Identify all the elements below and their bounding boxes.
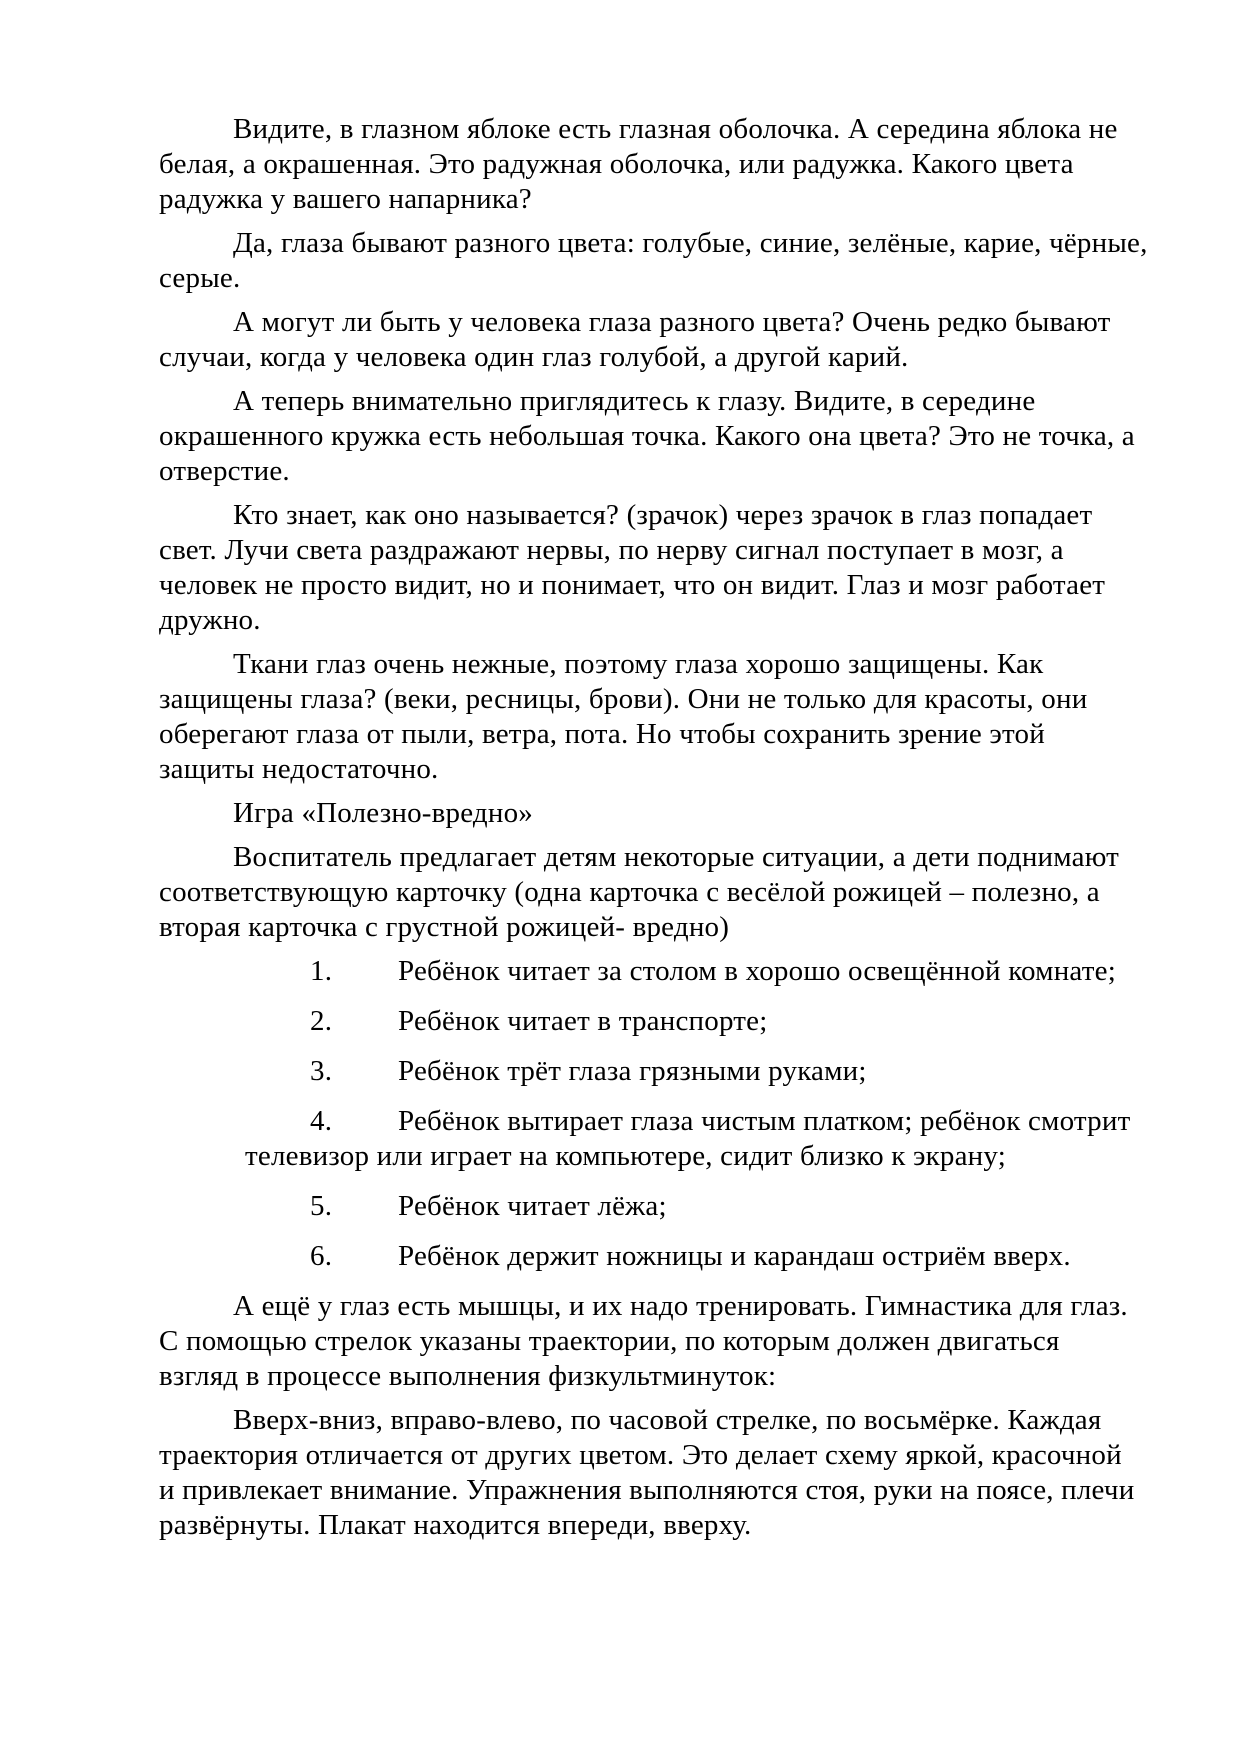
text-line: Воспитатель предлагает детям некоторые ситуации, а дети поднимают	[233, 841, 1120, 873]
text-line: радужка у вашего напарника?	[159, 183, 532, 215]
list-number: 4.	[310, 1105, 333, 1137]
text-line: Видите, в глазном яблоке есть глазная оболочка. А середина яблока не	[233, 113, 1118, 145]
text-line: и привлекает внимание. Упражнения выполняются стоя, руки на поясе, плечи	[159, 1474, 1135, 1506]
list-item-text: Ребёнок читает в транспорте;	[398, 1005, 768, 1037]
paragraph	[159, 305, 1169, 375]
list-item	[159, 1004, 1169, 1039]
text-line: Вверх-вниз, вправо-влево, по часовой стрелке, по восьмёрке. Каждая	[233, 1404, 1102, 1436]
text-line: Да, глаза бывают разного цвета: голубые, синие, зелёные, карие, чёрные,	[233, 227, 1148, 259]
text-line: С помощью стрелок указаны траектории, по которым должен двигаться	[159, 1325, 1060, 1357]
text-line	[159, 954, 1169, 989]
text-line: оберегают глаза от пыли, ветра, пота. Но чтобы сохранить зрение этой	[159, 718, 1045, 750]
paragraph	[159, 384, 1169, 489]
paragraph	[159, 647, 1169, 787]
paragraph	[159, 1289, 1169, 1394]
list-item	[159, 1189, 1169, 1224]
text-line: свет. Лучи света раздражают нервы, по нерву сигнал поступает в мозг, а	[159, 534, 1064, 566]
text-line: защищены глаза? (веки, ресницы, брови). Они не только для красоты, они	[159, 683, 1088, 715]
text-line: окрашенного кружка есть небольшая точка. Какого она цвета? Это не точка, а	[159, 420, 1135, 452]
text-line: человек не просто видит, но и понимает, что он видит. Глаз и мозг работает	[159, 569, 1106, 601]
paragraph	[159, 796, 1169, 831]
list-number: 5.	[310, 1190, 333, 1222]
text-line: А теперь внимательно приглядитесь к глазу. Видите, в середине	[233, 385, 1036, 417]
text-line: А ещё у глаз есть мышцы, и их надо тренировать. Гимнастика для глаз.	[233, 1290, 1128, 1322]
text-line: Кто знает, как оно называется? (зрачок) через зрачок в глаз попадает	[233, 499, 1093, 531]
paragraph	[159, 112, 1169, 217]
text-line	[159, 1104, 1169, 1139]
text-line: отверстие.	[159, 455, 290, 487]
text-line	[159, 1239, 1169, 1274]
paragraph	[159, 1403, 1169, 1543]
text-line: развёрнуты. Плакат находится впереди, вверху.	[159, 1509, 752, 1541]
text-line	[159, 1004, 1169, 1039]
text-line: соответствующую карточку (одна карточка с весёлой рожицей – полезно, а	[159, 876, 1100, 908]
list-item	[159, 954, 1169, 989]
paragraph	[159, 840, 1169, 945]
text-line: защиты недостаточно.	[159, 753, 439, 785]
list-item	[159, 1054, 1169, 1089]
list-number: 3.	[310, 1055, 333, 1087]
text-line: траектория отличается от других цветом. Это делает схему яркой, красочной	[159, 1439, 1122, 1471]
text-line	[159, 1054, 1169, 1089]
list-item-text: Ребёнок трёт глаза грязными руками;	[398, 1055, 867, 1087]
text-line: А могут ли быть у человека глаза разного цвета? Очень редко бывают	[233, 306, 1111, 338]
text-line: случаи, когда у человека один глаз голубой, а другой карий.	[159, 341, 909, 373]
list-number: 2.	[310, 1005, 333, 1037]
list-item	[159, 1239, 1169, 1274]
list-item-text: Ребёнок вытирает глаза чистым платком; ребёнок смотрит	[398, 1105, 1131, 1137]
text-line: взгляд в процессе выполнения физкультминуток:	[159, 1360, 777, 1392]
text-line	[159, 1189, 1169, 1224]
list-item-text: Ребёнок держит ножницы и карандаш остриём вверх.	[398, 1240, 1071, 1272]
list-number: 1.	[310, 955, 333, 987]
paragraph	[159, 226, 1169, 296]
text-line: дружно.	[159, 604, 261, 636]
list-item	[159, 1104, 1169, 1174]
text-line: Ткани глаз очень нежные, поэтому глаза хорошо защищены. Как	[233, 648, 1044, 680]
list-item-text: Ребёнок читает за столом в хорошо освещённой комнате;	[398, 955, 1116, 987]
list-item-text: Ребёнок читает лёжа;	[398, 1190, 667, 1222]
paragraph	[159, 498, 1169, 638]
text-line: телевизор или играет на компьютере, сидит близко к экрану;	[245, 1140, 1006, 1172]
text-line: вторая карточка с грустной рожицей- вредно)	[159, 911, 730, 943]
text-line: серые.	[159, 262, 241, 294]
text-line: белая, а окрашенная. Это радужная оболочка, или радужка. Какого цвета	[159, 148, 1074, 180]
document-content	[159, 112, 1169, 1552]
text-line: Игра «Полезно-вредно»	[233, 797, 534, 829]
list-number: 6.	[310, 1240, 333, 1272]
